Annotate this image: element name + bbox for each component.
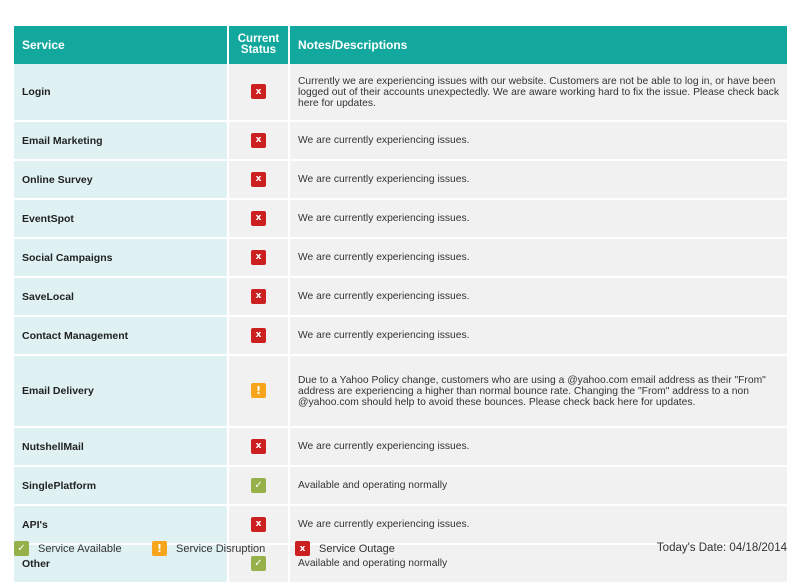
x-icon: x: [251, 84, 266, 99]
service-note: Available and operating normally: [290, 545, 787, 584]
x-icon: x: [251, 517, 266, 532]
service-note: Available and operating normally: [290, 467, 787, 506]
table-header-row: [14, 26, 787, 64]
service-name: Online Survey: [14, 161, 229, 200]
status-legend: [14, 541, 787, 559]
header-notes: Notes/Descriptions: [290, 26, 787, 64]
legend-outage-label: Service Outage: [319, 542, 395, 555]
status-cell: [229, 506, 290, 545]
table-row: [14, 317, 787, 356]
service-note: We are currently experiencing issues.: [290, 200, 787, 239]
service-note: We are currently experiencing issues.: [290, 122, 787, 161]
x-icon: x: [251, 250, 266, 265]
status-cell: [229, 161, 290, 200]
status-cell: [229, 317, 290, 356]
header-status-line1: Current: [237, 33, 280, 45]
table-row: [14, 200, 787, 239]
x-icon: x: [251, 172, 266, 187]
service-note: Due to a Yahoo Policy change, customers who are using a @yahoo.com email address as their "From" address are experiencing a higher than normal bounce rate. Changing the "From" address to a non @yahoo.com should help to avoid these bounces. Please check back here for updates.: [290, 356, 787, 428]
service-name: API's: [14, 506, 229, 545]
x-icon: x: [251, 289, 266, 304]
header-service: Service: [14, 26, 229, 64]
legend-disruption-label: Service Disruption: [176, 542, 266, 555]
service-name: Contact Management: [14, 317, 229, 356]
table-row: [14, 161, 787, 200]
todays-date: Today's Date: 04/18/2014: [656, 542, 787, 554]
status-cell: [229, 64, 290, 122]
legend-disruption: [152, 541, 265, 556]
table-row: [14, 356, 787, 428]
service-note: We are currently experiencing issues.: [290, 317, 787, 356]
table-row: [14, 278, 787, 317]
x-icon: x: [251, 133, 266, 148]
service-name: EventSpot: [14, 200, 229, 239]
x-icon: x: [295, 541, 310, 556]
table-row: [14, 64, 787, 122]
exclamation-icon: !: [251, 383, 266, 398]
service-status-table: [14, 26, 787, 584]
status-cell: [229, 356, 290, 428]
legend-outage: [295, 541, 395, 556]
table-row: [14, 122, 787, 161]
status-cell: [229, 278, 290, 317]
x-icon: x: [251, 328, 266, 343]
status-cell: [229, 200, 290, 239]
checkmark-icon: ✓: [251, 556, 266, 571]
service-name: Login: [14, 64, 229, 122]
service-note: We are currently experiencing issues.: [290, 239, 787, 278]
service-name: Other: [14, 545, 229, 584]
checkmark-icon: ✓: [14, 541, 29, 556]
status-cell: [229, 122, 290, 161]
status-cell: [229, 467, 290, 506]
service-name: Email Delivery: [14, 356, 229, 428]
status-cell: [229, 239, 290, 278]
service-name: SinglePlatform: [14, 467, 229, 506]
header-status-line2: Status: [240, 44, 277, 56]
service-note: We are currently experiencing issues.: [290, 428, 787, 467]
service-name: Email Marketing: [14, 122, 229, 161]
service-note: We are currently experiencing issues.: [290, 278, 787, 317]
table-row: [14, 239, 787, 278]
service-name: SaveLocal: [14, 278, 229, 317]
checkmark-icon: ✓: [251, 478, 266, 493]
status-table-container: [14, 26, 787, 584]
legend-available-label: Service Available: [38, 542, 122, 555]
x-icon: x: [251, 439, 266, 454]
header-current-status: [229, 26, 290, 64]
table-row: [14, 428, 787, 467]
service-note: Currently we are experiencing issues with our website. Customers are not be able to log in, or have been logged out of their accounts unexpectedly. We are aware working hard to fix the issue. Please check back here for updates.: [290, 64, 787, 122]
service-note: We are currently experiencing issues.: [290, 161, 787, 200]
table-row: [14, 506, 787, 545]
service-name: NutshellMail: [14, 428, 229, 467]
status-cell: [229, 428, 290, 467]
service-name: Social Campaigns: [14, 239, 229, 278]
service-note: We are currently experiencing issues.: [290, 506, 787, 545]
exclamation-icon: !: [152, 541, 167, 556]
table-body: [14, 64, 787, 584]
legend-available: [14, 541, 122, 556]
table-row: [14, 467, 787, 506]
x-icon: x: [251, 211, 266, 226]
